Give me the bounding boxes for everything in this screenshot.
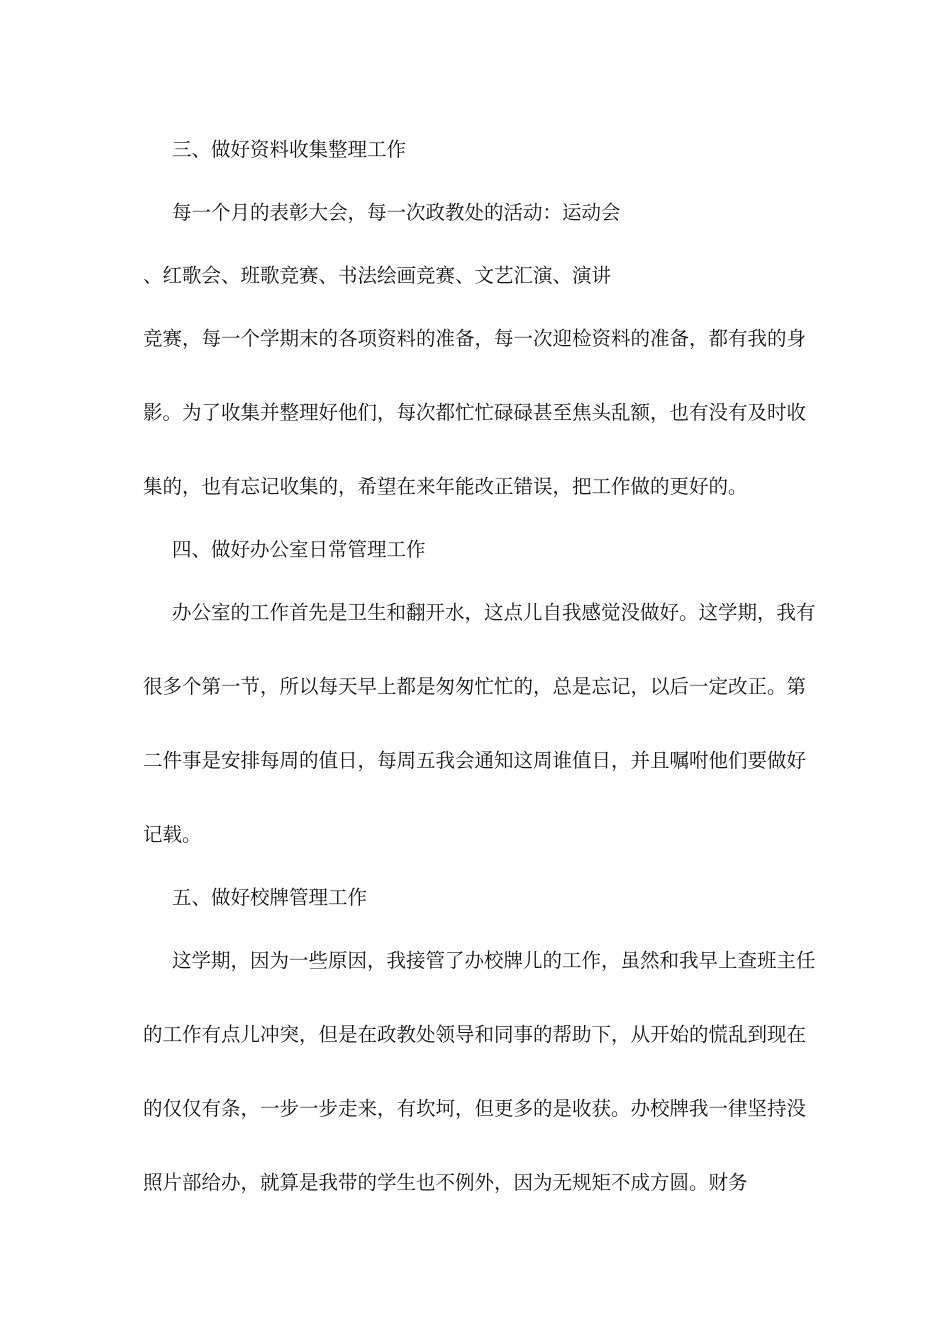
section-heading-4: 四、做好办公室日常管理工作 [172,538,426,561]
paragraph-line: 集的，也有忘记收集的，希望在来年能改正错误，把工作做的更好的。 [143,475,748,498]
section-heading-5: 五、做好校牌管理工作 [172,886,368,909]
paragraph-line: 照片部给办，就算是我带的学生也不例外，因为无规矩不成方圆。财务 [143,1171,748,1194]
paragraph-line: 竞赛，每一个学期末的各项资料的准备，每一次迎检资料的准备，都有我的身 [143,327,807,350]
paragraph-line: 的仅仅有条，一步一步走来，有坎坷，但更多的是收获。办校牌我一律坚持没 [143,1097,807,1120]
section-heading-3: 三、做好资料收集整理工作 [172,138,407,161]
paragraph-line: 每一个月的表彰大会，每一次政教处的活动：运动会 [172,201,621,224]
paragraph-line: 影。为了收集并整理好他们，每次都忙忙碌碌甚至焦头乱额，也有没有及时收 [143,401,807,424]
paragraph-line: 办公室的工作首先是卫生和翻开水，这点儿自我感觉没做好。这学期，我有 [172,601,816,624]
paragraph-line: 记载。 [143,823,202,846]
paragraph-line: 的工作有点儿冲突，但是在政教处领导和同事的帮助下，从开始的慌乱到现在 [143,1023,807,1046]
paragraph-line: 二件事是安排每周的值日，每周五我会通知这周谁值日，并且嘱咐他们要做好 [143,749,807,772]
paragraph-line: 这学期，因为一些原因，我接管了办校牌儿的工作，虽然和我早上查班主任 [172,949,816,972]
paragraph-line: 、红歌会、班歌竞赛、书法绘画竞赛、文艺汇演、演讲 [143,264,612,287]
paragraph-line: 很多个第一节，所以每天早上都是匆匆忙忙的，总是忘记，以后一定改正。第 [143,675,807,698]
